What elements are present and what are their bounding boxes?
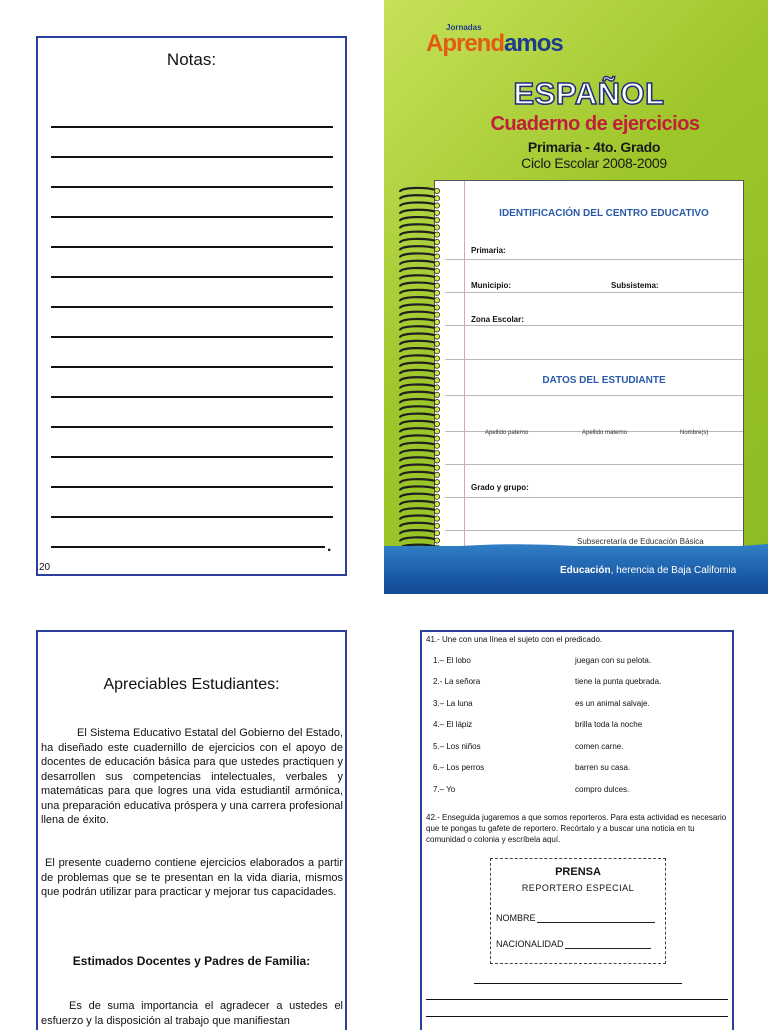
spiral-hole [434,450,439,455]
spiral-ring [400,385,436,389]
spiral-ring [400,312,436,316]
spiral-hole [434,523,439,528]
writing-line[interactable] [474,983,682,984]
spiral-ring [400,377,436,381]
spiral-ring [400,355,436,359]
predicate-item: compro dulces. [575,785,630,794]
spiral-hole [434,305,439,310]
footer-slogan [560,565,736,576]
spiral-ring [400,508,436,512]
spiral-ring [400,275,436,279]
note-line [51,246,333,248]
subject-item: 5.– Los niños [433,742,481,751]
subject-item: 3.– La luna [433,699,473,708]
spiral-ring [400,363,436,367]
press-badge-subtitle: REPORTERO ESPECIAL [521,883,635,893]
spiral-hole [434,400,439,405]
brand-logo [426,30,563,58]
writing-line[interactable] [426,999,728,1000]
spiral-hole [434,531,439,536]
footer-slogan-rest: , herencia de Baja California [610,565,737,576]
spiral-ring [400,523,436,527]
spiral-hole [434,254,439,259]
spiral-ring [400,341,436,345]
press-field-name-label: NOMBRE [496,913,536,923]
exercise-41-instruction: 41.- Une con una línea el sujeto con el predicado. [426,635,603,644]
subject-item: 6.– Los perros [433,763,485,772]
spiral-hole [434,341,439,346]
form-rule [445,292,743,293]
spiral-ring [400,348,436,352]
note-line [51,216,333,218]
note-line [51,186,333,188]
spiral-hole [434,443,439,448]
intro-paragraph-3: Es de suma importancia el agradecer a ustedes el esfuerzo y la disposición al trabajo que manifiestan [41,1000,343,1027]
notes-end-mark: . [327,538,332,555]
spiral-ring [400,399,436,403]
spiral-hole [434,188,439,193]
spiral-ring [400,392,436,396]
spiral-ring [400,443,436,447]
spiral-ring [400,516,436,520]
spiral-hole [434,210,439,215]
field-nombres: Nombre(s) [680,430,709,436]
field-apellido-materno: Apellido materno [582,430,628,436]
note-line [51,156,333,158]
form-rule [445,464,743,465]
form-section-school: IDENTIFICACIÓN DEL CENTRO EDUCATIVO [499,208,709,219]
form-rule [445,325,743,326]
spiral-ring [400,290,436,294]
exercise-42-instruction: 42.- Enseguida jugaremos a que somos reporteros. Para esta actividad es necesario que te pongas tu gafete de reportero. Recórtalo y a buscar una noticia en tu comunidad o colonia y escríbela aquí. [426,813,727,844]
spiral-hole [434,509,439,514]
intro-paragraph-1: El Sistema Educativo Estatal del Gobierno del Estado, ha diseñado este cuadernillo de ejercicios con el apoyo de docentes de educación básica para que ustedes practiquen y desarrollen sus competencias intelectuales, verbales y matemáticas para que logres una vida estudiantil armónica, una preparación educativa próspera y una carrera profesional llena de éxito. [41,727,343,826]
spiral-ring [400,232,436,236]
form-rule [445,359,743,360]
spiral-hole [434,261,439,266]
note-line [51,396,333,398]
spiral-hole [434,298,439,303]
spiral-ring [400,406,436,410]
spiral-ring [400,283,436,287]
spiral-ring [400,428,436,432]
grade-label: Primaria - 4to. Grado [527,139,661,155]
field-zona-escolar: Zona Escolar: [471,315,524,324]
spiral-ring [400,334,436,338]
spiral-ring [400,203,436,207]
writing-line[interactable] [426,1016,728,1017]
spiral-hole [434,480,439,485]
form-rule [445,395,743,396]
spiral-hole [434,203,439,208]
spiral-ring [400,421,436,425]
spiral-hole [434,436,439,441]
form-rule [445,530,743,531]
intro-page [36,630,347,1030]
predicate-item: es un animal salvaje. [575,699,650,708]
spiral-hole [434,232,439,237]
predicate-item: juegan con su pelota. [575,656,652,665]
form-rule [445,259,743,260]
spiral-ring [400,217,436,221]
field-grado-grupo: Grado y grupo: [471,483,529,492]
spiral-hole [434,276,439,281]
note-line [51,456,333,458]
book-title: Cuaderno de ejercicios [490,113,700,135]
spiral-ring [400,268,436,272]
subject-title: ESPAÑOL [513,76,665,111]
note-line [51,486,333,488]
spiral-hole [434,429,439,434]
note-line [51,126,333,128]
spiral-ring [400,319,436,323]
spiral-hole [434,392,439,397]
spiral-hole [434,290,439,295]
spiral-ring [400,253,436,257]
spiral-ring [400,297,436,301]
spiral-hole [434,494,439,499]
predicate-item: barren su casa. [575,763,631,772]
spiral-ring [400,414,436,418]
notes-title: Notas: [166,50,217,69]
note-line [51,516,333,518]
note-line [51,426,333,428]
note-line [51,546,325,548]
form-section-student: DATOS DEL ESTUDIANTE [542,375,666,386]
notebook-form [434,180,744,552]
spiral-ring [400,304,436,308]
cover-page [384,0,768,594]
spiral-hole [434,385,439,390]
note-line [51,336,333,338]
spiral-hole [434,414,439,419]
spiral-hole [434,218,439,223]
spiral-ring [400,465,436,469]
brand-kicker: Jornadas [446,23,482,32]
subject-item: 2.- La señora [433,677,481,686]
spiral-hole [434,319,439,324]
spiral-ring [400,472,436,476]
spiral-hole [434,421,439,426]
note-line [51,276,333,278]
spiral-ring [400,450,436,454]
spiral-hole [434,196,439,201]
spiral-ring [400,239,436,243]
note-line [51,306,333,308]
spiral-hole [434,458,439,463]
spiral-ring [400,224,436,228]
spiral-hole [434,407,439,412]
exercise-page [420,630,734,1030]
spiral-hole [434,501,439,506]
spiral-ring [400,195,436,199]
spiral-ring [400,326,436,330]
intro-subtitle: Estimados Docentes y Padres de Familia: [72,954,311,968]
spiral-ring [400,188,436,192]
subsecretaria-label: Subsecretaría de Educación Básica [577,537,704,546]
spiral-hole [434,356,439,361]
brand-logo-part-b: amos [504,30,563,57]
spiral-hole [434,472,439,477]
spiral-ring [400,370,436,374]
field-apellido-paterno: Apellido paterno [485,430,529,436]
spiral-hole [434,283,439,288]
subject-item: 7.– Yo [433,785,456,794]
spiral-hole [434,349,439,354]
spiral-hole [434,268,439,273]
press-field-nationality-label: NACIONALIDAD [496,939,564,949]
intro-title: Apreciables Estudiantes: [103,676,280,693]
predicate-item: brilla toda la noche [575,720,643,729]
spiral-hole [434,487,439,492]
predicate-item: comen carne. [575,742,624,751]
spiral-ring [400,501,436,505]
footer-slogan-bold: Educación [560,565,611,576]
press-field-nationality [496,939,651,949]
spiral-ring [400,435,436,439]
spiral-ring [400,530,436,534]
spiral-hole [434,363,439,368]
spiral-binding [396,185,444,549]
page-number: 20 [39,562,51,573]
spiral-hole [434,225,439,230]
press-badge-title: PRENSA [555,866,601,878]
spiral-hole [434,334,439,339]
spiral-hole [434,247,439,252]
subject-item: 4.– El lápiz [433,720,473,729]
subject-item: 1.– El lobo [433,656,471,665]
spiral-ring [400,486,436,490]
spiral-hole [434,465,439,470]
spiral-hole [434,327,439,332]
press-badge [490,858,666,964]
school-cycle: Ciclo Escolar 2008-2009 [521,155,667,171]
spiral-ring [400,210,436,214]
spiral-ring [400,261,436,265]
field-municipio: Municipio: [471,281,511,290]
field-subsistema: Subsistema: [611,281,659,290]
spiral-ring [400,246,436,250]
predicate-item: tiene la punta quebrada. [575,677,662,686]
press-field-name [496,913,655,923]
field-primaria: Primaria: [471,246,506,255]
spiral-ring [400,457,436,461]
intro-paragraph-2: El presente cuaderno contiene ejercicios elaborados a partir de problemas que se te presentan en la vida diaria, mismos que podrán utilizar para practicar y mejorar tus capacidades. [41,857,343,898]
press-field-name-line[interactable] [537,922,655,923]
brand-logo-part-a: Aprend [426,30,504,57]
press-field-nationality-line[interactable] [565,948,651,949]
spiral-hole [434,239,439,244]
form-rule [445,497,743,498]
spiral-ring [400,494,436,498]
spiral-hole [434,312,439,317]
notes-page [36,36,347,576]
spiral-hole [434,378,439,383]
spiral-hole [434,516,439,521]
spiral-ring [400,479,436,483]
spiral-hole [434,370,439,375]
note-line [51,366,333,368]
